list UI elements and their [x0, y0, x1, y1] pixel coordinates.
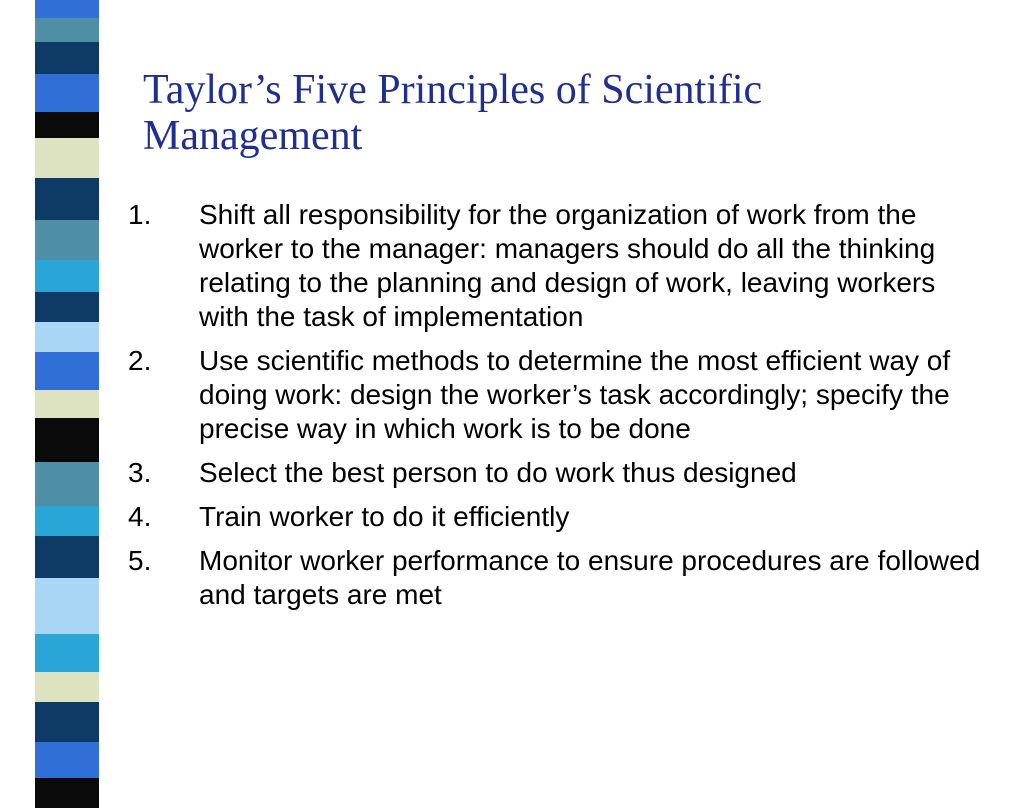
decorative-stripe — [35, 390, 99, 418]
slide-title: Taylor’s Five Principles of Scientific Management — [143, 67, 763, 159]
principle-item — [128, 198, 988, 334]
principle-number: 2. — [128, 345, 152, 376]
decorative-stripe-bar — [35, 0, 99, 768]
principle-text: Select the best person to do work thus designed — [199, 457, 797, 488]
decorative-stripe — [35, 672, 99, 702]
principle-item — [128, 456, 988, 490]
decorative-stripe — [35, 0, 99, 18]
decorative-stripe — [35, 778, 99, 808]
principle-item — [128, 500, 988, 534]
decorative-stripe — [35, 178, 99, 220]
principle-text: Shift all responsibility for the organization of work from the worker to the manager: managers should do all the thinking relating to the planning and design of work, leaving workers with the task of implementation — [199, 199, 936, 332]
decorative-stripe — [35, 112, 99, 138]
decorative-stripe — [35, 42, 99, 74]
decorative-stripe — [35, 292, 99, 322]
decorative-stripe — [35, 352, 99, 390]
decorative-stripe — [35, 462, 99, 506]
decorative-stripe — [35, 742, 99, 778]
decorative-stripe — [35, 702, 99, 742]
decorative-stripe — [35, 220, 99, 260]
decorative-stripe — [35, 74, 99, 112]
principle-item — [128, 544, 988, 612]
principle-text: Use scientific methods to determine the most efficient way of doing work: design the worker’s task accordingly; specify the precise way in which work is to be done — [199, 345, 951, 444]
decorative-stripe — [35, 418, 99, 462]
decorative-stripe — [35, 536, 99, 578]
principle-text: Train worker to do it efficiently — [199, 501, 570, 532]
decorative-stripe — [35, 138, 99, 178]
decorative-stripe — [35, 578, 99, 634]
decorative-stripe — [35, 506, 99, 536]
decorative-stripe — [35, 322, 99, 352]
principle-text: Monitor worker performance to ensure procedures are followed and targets are met — [199, 545, 981, 610]
principle-item — [128, 344, 988, 446]
principle-number: 5. — [128, 545, 152, 576]
principle-number: 3. — [128, 457, 152, 488]
decorative-stripe — [35, 634, 99, 672]
principle-number: 1. — [128, 199, 152, 230]
decorative-stripe — [35, 260, 99, 292]
principle-number: 4. — [128, 501, 152, 532]
decorative-stripe — [35, 18, 99, 42]
principles-list — [128, 198, 988, 622]
